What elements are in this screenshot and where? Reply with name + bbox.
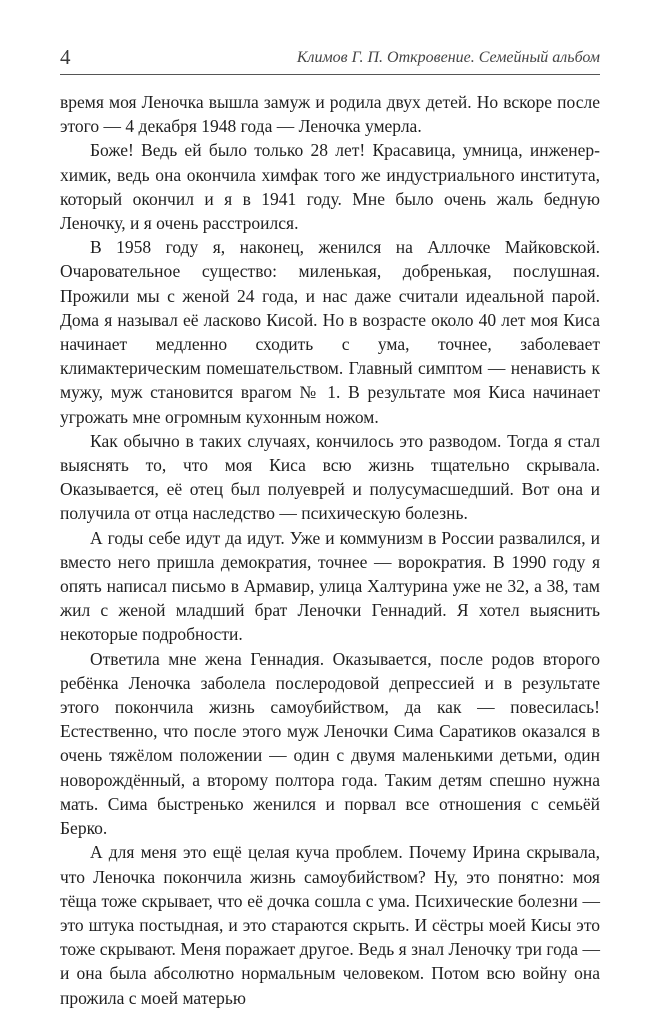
paragraph: время моя Леночка вышла замуж и родила двух детей. Но вскоре после этого — 4 декабря 1948 года — Леночка умерла.	[60, 92, 600, 137]
header-rule	[60, 74, 600, 75]
paragraph: А для меня это ещё целая куча проблем. Почему Ирина скрывала, что Леночка покончила жизнь самоубийством? Ну, это понятно: моя тёща тоже скрывает, что её дочка сошла с ума. Психические болезни — это штука постыдная, и это стараются скрыть. И сёстры моей Кисы это тоже скрывают. Меня поражает другое. Ведь я знал Леночку три года — и она была абсолютно нормальным человеком. Потом всю войну она прожила с моей матерью	[60, 842, 600, 1008]
body-text	[60, 90, 600, 1010]
running-title: Климов Г. П. Откровение. Семейный альбом	[296, 49, 600, 66]
paragraph: А годы себе идут да идут. Уже и коммунизм в России развалился, и вместо него пришла демократия, точнее — ворократия. В 1990 году я опять написал письмо в Армавир, улица Халтурина уже не 32, а 38, там жил с женой младший брат Леночки Геннадий. Я хотел выяснить некоторые подробности.	[60, 527, 600, 645]
paragraph: Боже! Ведь ей было только 28 лет! Красавица, умница, инженер-химик, ведь она окончила химфак того же индустриального института, который окончил и я в 1941 году. Мне было очень жаль бедную Леночку, и я очень расстроился.	[60, 140, 600, 234]
paragraph: Как обычно в таких случаях, кончилось это разводом. Тогда я стал выяснять то, что моя Киса всю жизнь тщательно скрывала. Оказывается, её отец был полуеврей и полусумасшедший. Вот она и получила от отца наследство — психическую болезнь.	[60, 430, 600, 524]
paragraph: Ответила мне жена Геннадия. Оказывается, после родов второго ребёнка Леночка заболела послеродовой депрессией и в результате этого покончила жизнь самоубийством, да как — повесилась! Естественно, что после этого муж Леночки Сима Саратиков оказался в очень тяжёлом положении — один с двумя маленькими детьми, один новорождённый, а второму полтора года. Таким детям спешно нужна мать. Сима быстренько женился и порвал все отношения с семьёй Берко.	[60, 648, 600, 839]
page-header	[60, 44, 600, 78]
page-number: 4	[60, 45, 71, 69]
paragraph: В 1958 году я, наконец, женился на Аллочке Майковской. Очаровательное существо: миленькая, добренькая, послушная. Прожили мы с женой 24 года, и нас даже считали идеальной парой. Дома я называл её ласково Кисой. Но в возрасте около 40 лет моя Киса начинает медленно сходить с ума, точнее, заболевает климактерическим помешательством. Главный симптом — ненависть к мужу, муж становится врагом № 1. В результате моя Киса начинает угрожать мне огромным кухонным ножом.	[60, 237, 600, 427]
